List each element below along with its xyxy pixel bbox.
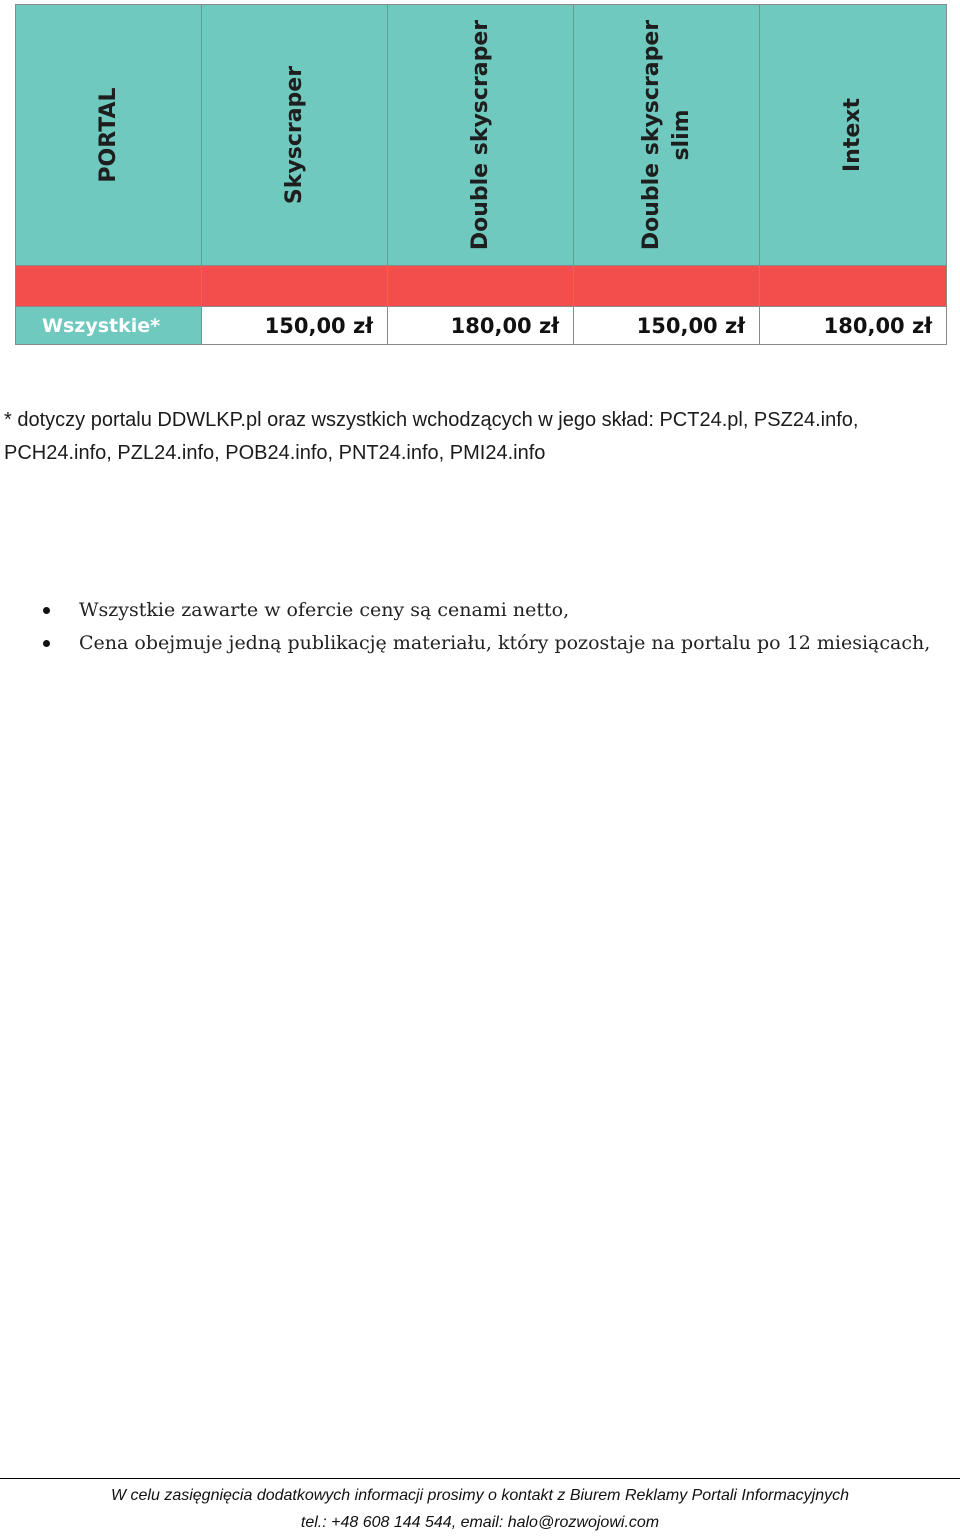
price-skyscraper: 150,00 zł xyxy=(202,307,388,345)
price-double-skyscraper-slim: 150,00 zł xyxy=(574,307,760,345)
red-band-cell xyxy=(760,266,947,307)
bullet-icon xyxy=(43,640,50,647)
bullet-text: Wszystkie zawarte w ofercie ceny są cenami netto, xyxy=(79,599,570,621)
red-band-cell xyxy=(202,266,388,307)
price-intext: 180,00 zł xyxy=(760,307,947,345)
footer-contact-details: tel.: +48 608 144 544, email: halo@rozwojowi.com xyxy=(300,1514,660,1531)
row-label: Wszystkie* xyxy=(16,307,202,345)
header-slim-line1: Double skyscraper xyxy=(638,19,664,251)
bullet-text: Cena obejmuje jedną publikację materiału, który pozostaje na portalu po 12 miesiącach, xyxy=(79,632,931,654)
list-item xyxy=(0,627,950,660)
price-row xyxy=(16,307,947,345)
header-skyscraper: Skyscraper xyxy=(281,65,307,205)
red-band-cell xyxy=(16,266,202,307)
bullet-list xyxy=(0,594,950,660)
footer-divider xyxy=(0,1478,960,1479)
red-band-row xyxy=(16,266,947,307)
red-band-cell xyxy=(388,266,574,307)
header-double-skyscraper-slim xyxy=(637,20,697,250)
header-cell-skyscraper xyxy=(202,5,388,266)
header-cell-double-skyscraper xyxy=(388,5,574,266)
header-cell-intext xyxy=(760,5,947,266)
price-double-skyscraper: 180,00 zł xyxy=(388,307,574,345)
header-portal: PORTAL xyxy=(95,87,121,183)
footnote: * dotyczy portalu DDWLKP.pl oraz wszystkich wchodzących w jego skład: PCT24.pl, PSZ24.info, PCH24.info, PZL24.info, POB24.info, PNT24.info, PMI24.info xyxy=(4,409,859,464)
footer-contact-info: W celu zasięgnięcia dodatkowych informacji prosimy o kontakt z Biurem Reklamy Portali Informacyjnych xyxy=(110,1487,850,1504)
red-band-cell xyxy=(574,266,760,307)
header-double-skyscraper: Double skyscraper xyxy=(467,19,493,251)
header-cell-portal xyxy=(16,5,202,266)
header-cell-double-skyscraper-slim xyxy=(574,5,760,266)
header-row xyxy=(16,5,947,266)
list-item xyxy=(0,594,950,627)
header-slim-line2: slim xyxy=(668,109,694,161)
bullet-icon xyxy=(43,607,50,614)
price-table xyxy=(15,4,947,345)
header-intext: Intext xyxy=(840,98,865,172)
